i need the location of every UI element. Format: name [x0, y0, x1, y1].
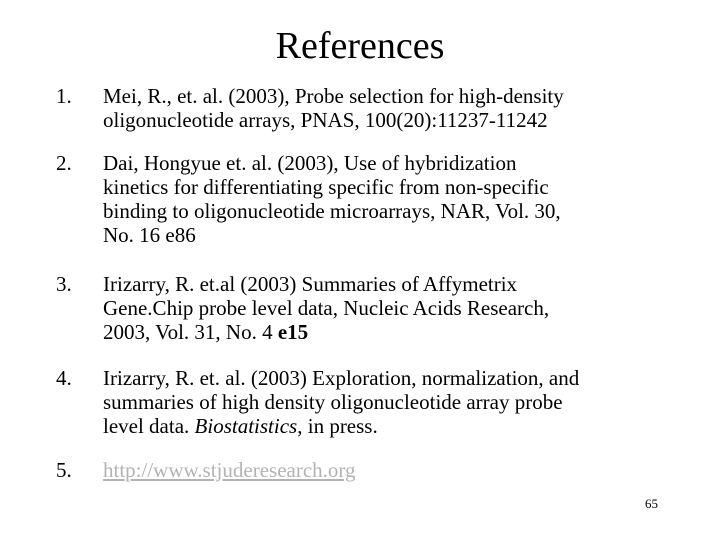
- reference-line-text: level data.: [103, 414, 195, 438]
- reference-link[interactable]: http://www.stjuderesearch.org: [103, 458, 356, 482]
- reference-text: [103, 366, 683, 438]
- reference-line: Irizarry, R. et.al (2003) Summaries of Affymetrix: [103, 272, 518, 296]
- reference-line: oligonucleotide arrays, PNAS, 100(20):11237-11242: [103, 108, 548, 132]
- slide-title: References: [275, 25, 445, 67]
- article-id-bold: e15: [277, 320, 309, 344]
- reference-text: [103, 84, 683, 132]
- reference-line: Gene.Chip probe level data, Nucleic Acids Research,: [103, 296, 550, 320]
- reference-line: Dai, Hongyue et. al. (2003), Use of hybridization: [103, 151, 517, 175]
- reference-line-text: , in press.: [297, 414, 378, 438]
- reference-line: [103, 320, 683, 344]
- reference-line: No. 16 e86: [103, 223, 196, 247]
- reference-number: 1.: [56, 84, 72, 108]
- reference-text: [103, 458, 683, 482]
- page-number: 65: [645, 496, 658, 511]
- reference-line: [103, 414, 683, 438]
- reference-line: summaries of high density oligonucleotide array probe: [103, 390, 563, 414]
- reference-line-text: 2003, Vol. 31, No. 4: [103, 320, 278, 344]
- reference-number: 4.: [56, 366, 72, 390]
- reference-text: [103, 151, 683, 247]
- reference-line: Mei, R., et. al. (2003), Probe selection for high-density: [103, 84, 564, 108]
- reference-text: [103, 272, 683, 344]
- reference-line: Irizarry, R. et. al. (2003) Exploration, normalization, and: [103, 366, 580, 390]
- journal-name-italic: Biostatistics: [194, 414, 298, 438]
- reference-line: binding to oligonucleotide microarrays, NAR, Vol. 30,: [103, 199, 561, 223]
- reference-number: 2.: [56, 151, 72, 175]
- reference-line: kinetics for differentiating specific from non-specific: [103, 175, 549, 199]
- reference-number: 3.: [56, 272, 72, 296]
- reference-number: 5.: [56, 458, 72, 482]
